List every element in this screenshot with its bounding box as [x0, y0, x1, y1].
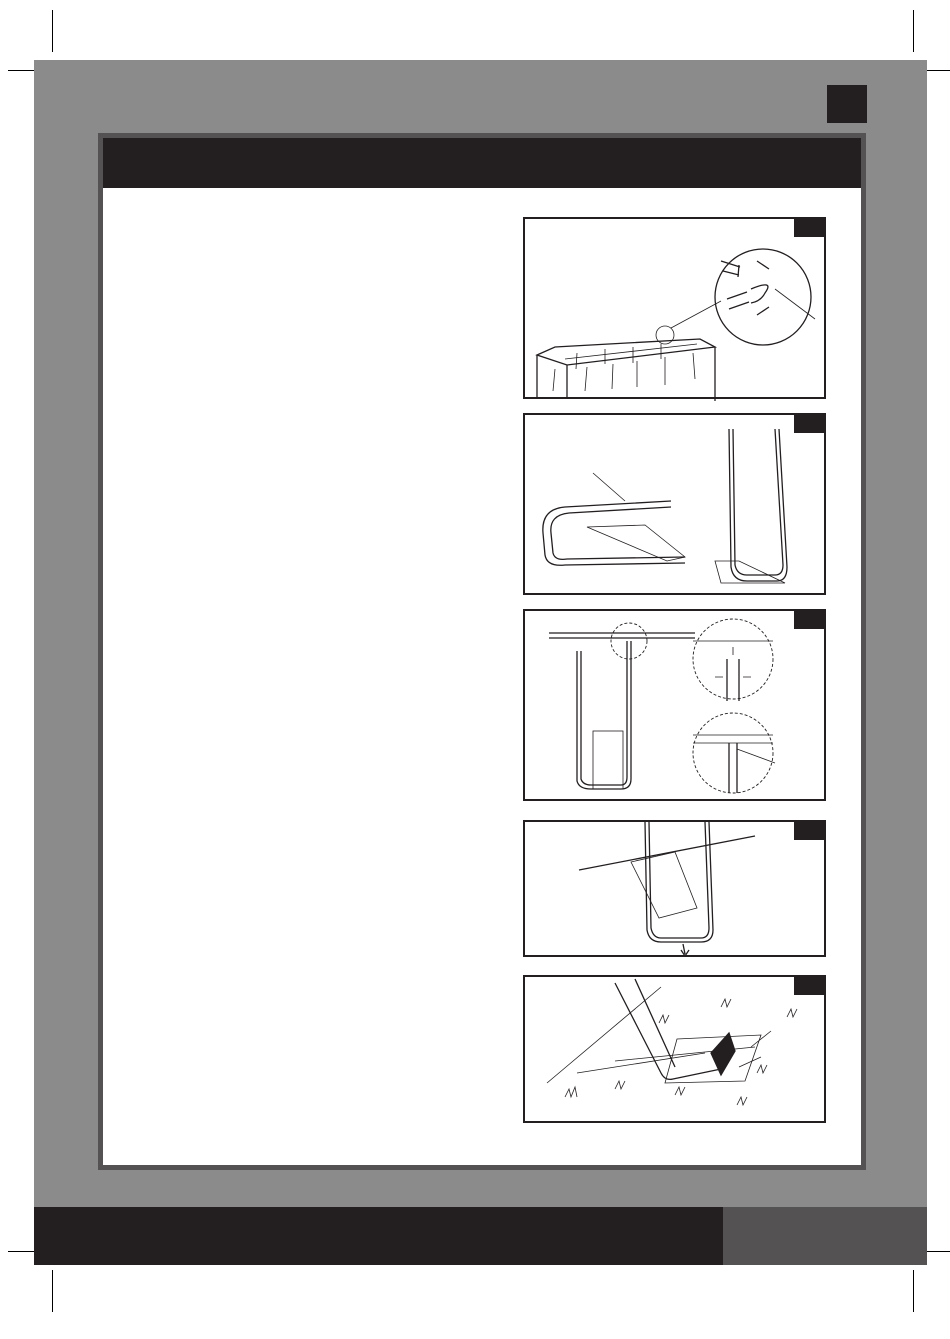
- leg-press-down-icon: [525, 822, 828, 959]
- crop-mark: [913, 1270, 914, 1312]
- figure-step-1: [523, 217, 826, 399]
- section-title-bar: [103, 138, 861, 188]
- leg-on-ground-ground-cloth-icon: [525, 977, 828, 1125]
- crop-mark: [913, 10, 914, 52]
- footer-bar: [34, 1207, 723, 1265]
- footer-right-block: [723, 1207, 927, 1265]
- leg-attach-to-top-rail-icon: [525, 611, 828, 803]
- crop-mark: [52, 1270, 53, 1312]
- frame-pole-connection-icon: [525, 219, 828, 401]
- crop-mark: [52, 10, 53, 52]
- figure-step-3: [523, 609, 826, 801]
- page-number-tab: [827, 85, 867, 123]
- figure-step-4: [523, 820, 826, 957]
- figure-step-2: [523, 413, 826, 595]
- figure-step-5: [523, 975, 826, 1123]
- u-shaped-leg-frame-icon: [525, 415, 828, 597]
